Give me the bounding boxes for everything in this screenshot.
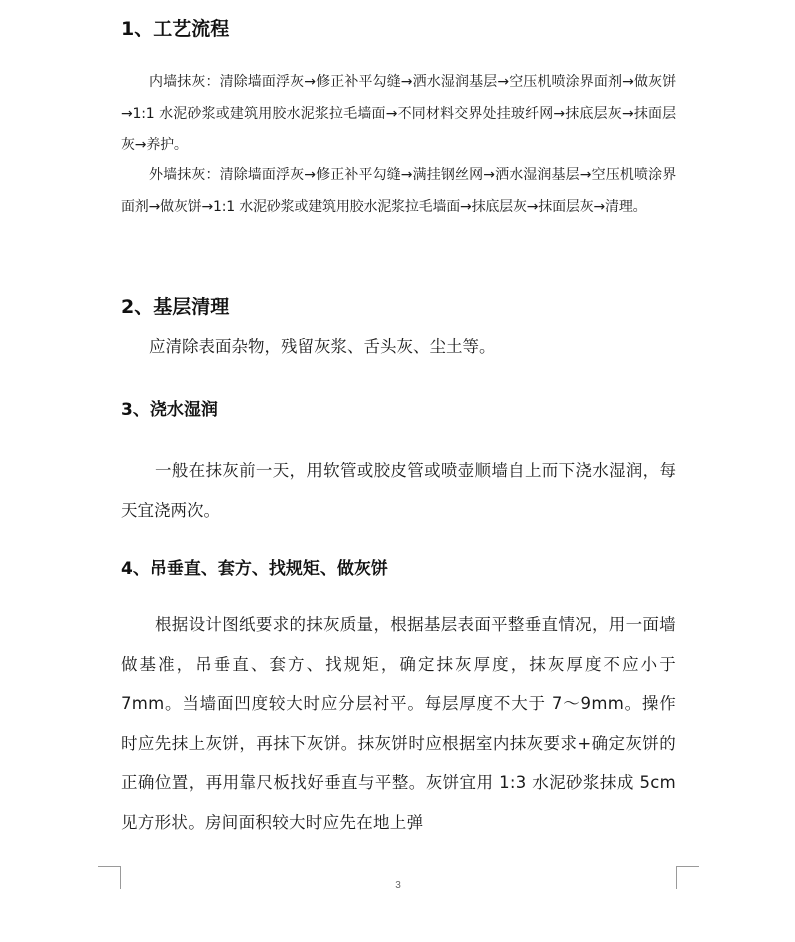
section-heading-watering: 3、浇水湿润 xyxy=(121,400,218,420)
section-heading-base-cleaning: 2、基层清理 xyxy=(121,296,230,318)
page-number: 3 xyxy=(395,880,401,891)
paragraph-base-cleaning: 应清除表面杂物，残留灰浆、舌头灰、尘土等。 xyxy=(149,337,496,356)
paragraph-exterior-plastering: 外墙抹灰：清除墙面浮灰→修正补平勾缝→满挂钢丝网→洒水湿润基层→空压机喷涂界面剂→做灰饼→1:1 水泥砂浆或建筑用胶水泥浆拉毛墙面→抹底层灰→抹面层灰→清理。 xyxy=(121,167,676,215)
paragraph-watering: 一般在抹灰前一天，用软管或胶皮管或喷壶顺墙自上而下浇水湿润，每天宜浇两次。 xyxy=(121,461,676,520)
page-margin-corner-right xyxy=(676,866,699,889)
section-heading-process-flow: 1、工艺流程 xyxy=(121,18,230,40)
section-heading-plumb-and-patch: 4、吊垂直、套方、找规矩、做灰饼 xyxy=(121,559,388,579)
paragraph-plumb-and-patch: 根据设计图纸要求的抹灰质量，根据基层表面平整垂直情况，用一面墙做基准，吊垂直、套方、找规矩，确定抹灰厚度，抹灰厚度不应小于 7mm。当墙面凹度较大时应分层衬平。每层厚度不大于 7～9mm。操作时应先抹上灰饼，再抹下灰饼。抹灰饼时应根据室内抹灰要求+确定灰饼的正确位置，再用靠尺板找好垂直与平整。灰饼宜用 1:3 水泥砂浆抹成 5cm 见方形状。房间面积较大时应先在地上弹 xyxy=(121,615,676,832)
page-margin-corner-left xyxy=(98,866,121,889)
paragraph-interior-plastering: 内墙抹灰：清除墙面浮灰→修正补平勾缝→洒水湿润基层→空压机喷涂界面剂→做灰饼→1:1 水泥砂浆或建筑用胶水泥浆拉毛墙面→不同材料交界处挂玻纤网→抹底层灰→抹面层灰→养护。 xyxy=(121,74,676,153)
